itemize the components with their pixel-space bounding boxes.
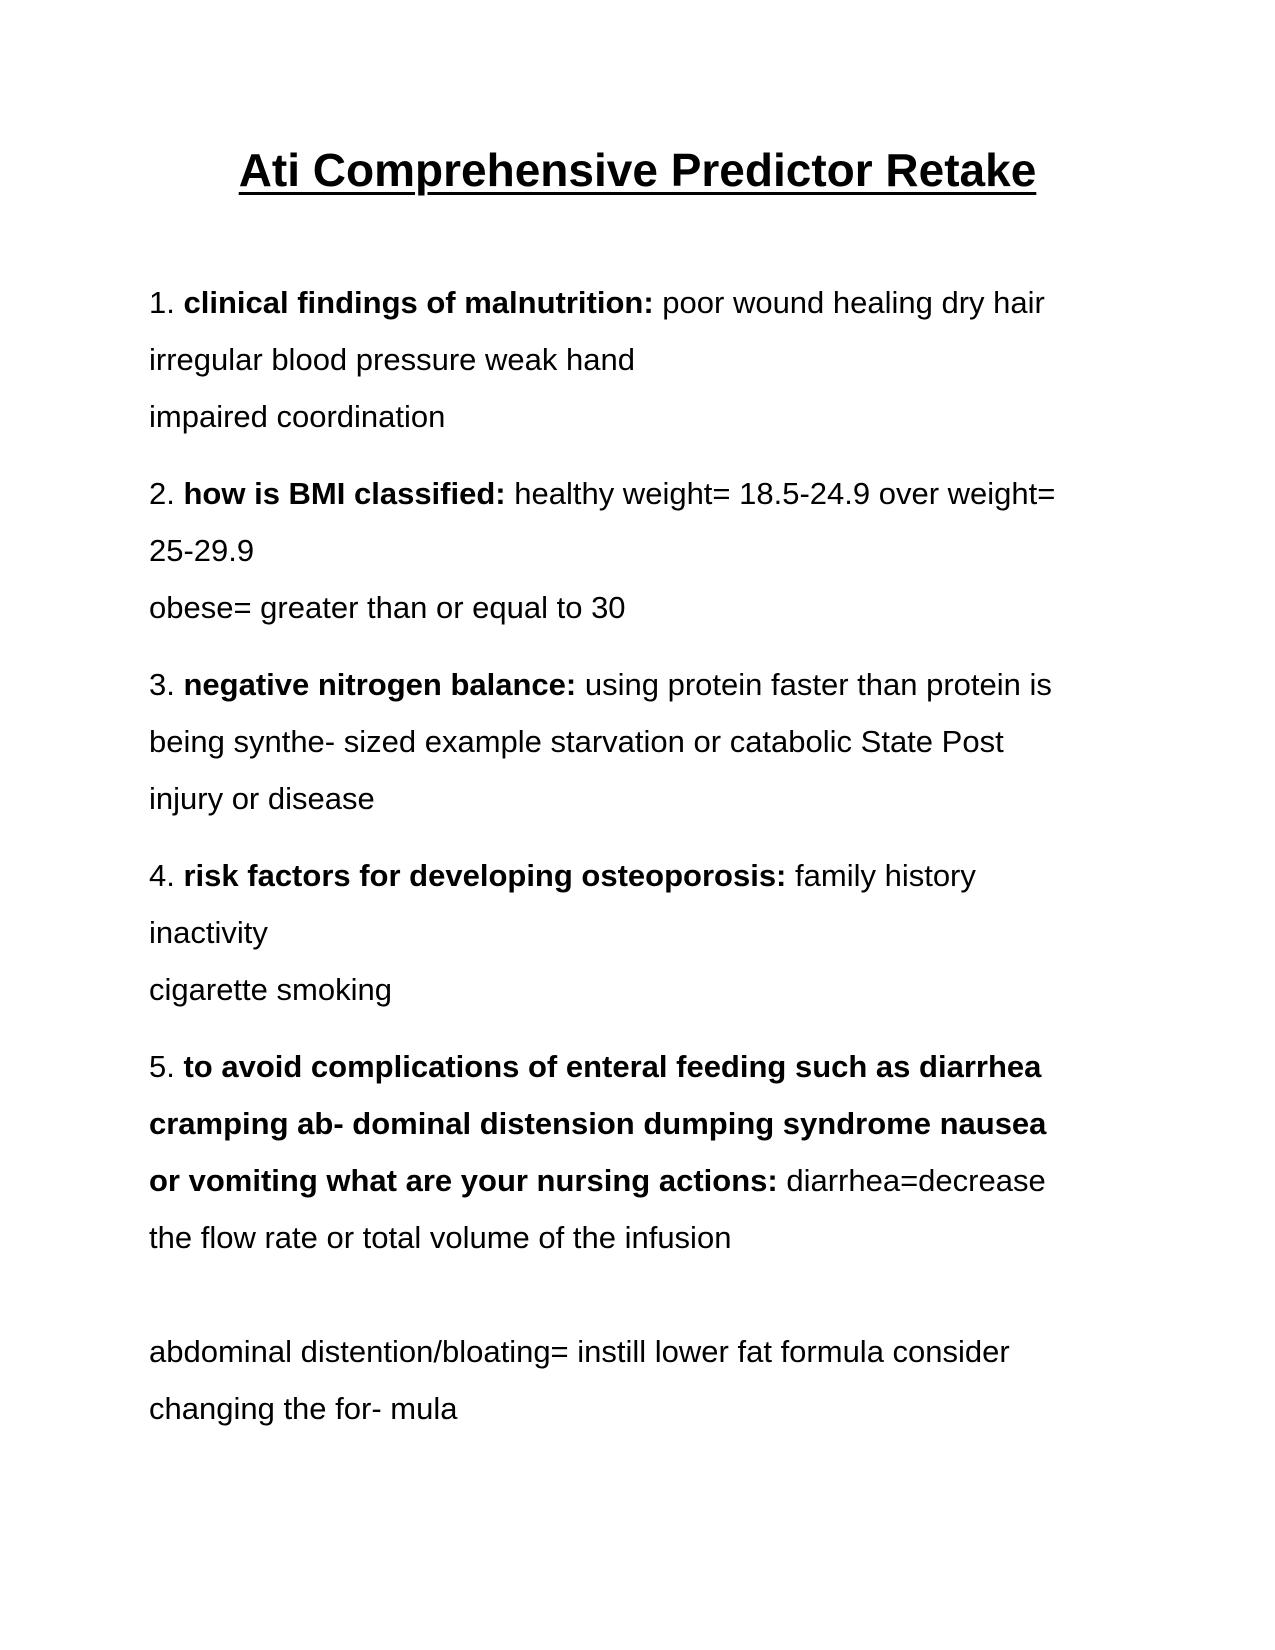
item-first-line: [149, 274, 1129, 331]
item-answer-line: changing the for- mula: [149, 1391, 458, 1426]
list-item-3: [149, 656, 1129, 827]
item-answer-line: irregular blood pressure weak hand: [149, 342, 635, 377]
item-answer-line: inactivity: [149, 915, 268, 950]
list-item-5: [149, 1038, 1129, 1437]
item-question: risk factors for developing osteoporosis:: [183, 858, 787, 893]
item-question: how is BMI classified:: [183, 476, 506, 511]
item-first-line: [149, 1038, 1129, 1095]
item-number: 3.: [149, 667, 175, 702]
item-question: or vomiting what are your nursing actions:: [149, 1163, 778, 1198]
item-number: 5.: [149, 1049, 175, 1084]
item-answer-line: cigarette smoking: [149, 972, 392, 1007]
item-answer: healthy weight= 18.5-24.9 over weight=: [514, 476, 1056, 511]
item-answer-line: injury or disease: [149, 781, 375, 816]
list-item-1: [149, 274, 1129, 445]
item-answer-line: 25-29.9: [149, 533, 255, 568]
item-answer-line: being synthe- sized example starvation or catabolic State Post: [149, 724, 1004, 759]
item-answer: diarrhea=decrease: [786, 1163, 1046, 1198]
item-first-line: [149, 465, 1129, 522]
item-number: 1.: [149, 285, 175, 320]
paragraph-gap: [149, 1266, 1129, 1323]
item-answer-line: abdominal distention/bloating= instill lower fat formula consider: [149, 1334, 1010, 1369]
page-title: Ati Comprehensive Predictor Retake: [238, 144, 1037, 196]
item-question: clinical findings of malnutrition:: [183, 285, 654, 320]
list-item-2: [149, 465, 1129, 636]
item-answer: using protein faster than protein is: [584, 667, 1052, 702]
item-first-line: [149, 656, 1129, 713]
item-answer: poor wound healing dry hair: [662, 285, 1045, 320]
item-number: 2.: [149, 476, 175, 511]
item-question: to avoid complications of enteral feeding such as diarrhea: [183, 1049, 1042, 1084]
item-number: 4.: [149, 858, 175, 893]
item-answer-line: the flow rate or total volume of the infusion: [149, 1220, 732, 1255]
list-item-4: [149, 847, 1129, 1018]
document-content: [149, 274, 1129, 1457]
item-question-last-line: [149, 1152, 1129, 1209]
item-question-line: cramping ab- dominal distension dumping syndrome nausea: [149, 1106, 1047, 1141]
item-answer: family history: [795, 858, 976, 893]
item-answer-line: obese= greater than or equal to 30: [149, 590, 626, 625]
item-first-line: [149, 847, 1129, 904]
item-answer-line: impaired coordination: [149, 399, 446, 434]
item-question: negative nitrogen balance:: [183, 667, 577, 702]
